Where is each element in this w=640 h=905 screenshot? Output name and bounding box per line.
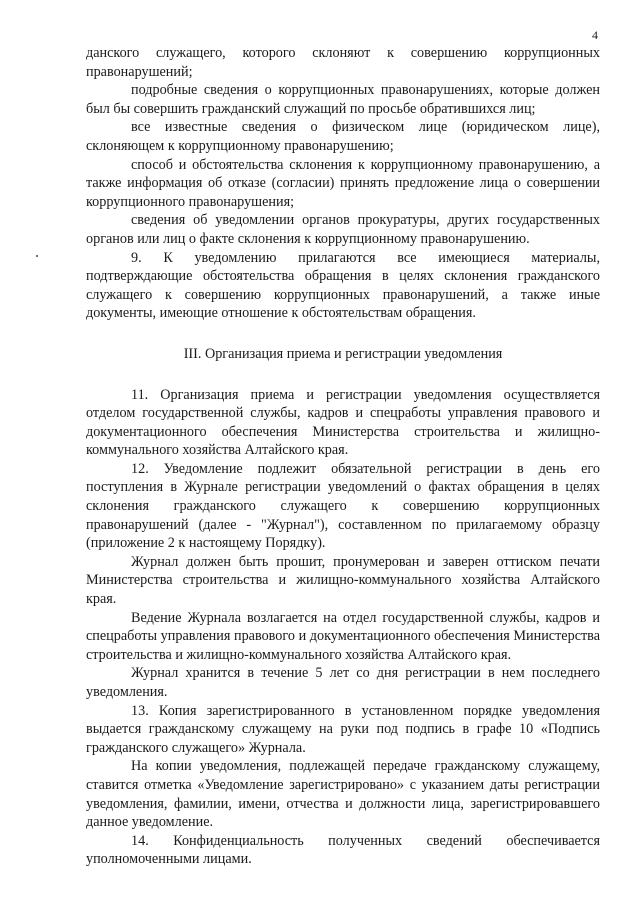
paragraph: подробные сведения о коррупционных правонарушениях, которые должен был бы совершить гражданский служащий по просьбе обратившихся лиц;	[86, 82, 600, 117]
document-body	[86, 44, 600, 869]
paragraph: способ и обстоятельства склонения к коррупционному правонарушению, а также информация об отказе (согласии) принять предложение лица о совершении коррупционного правонарушения;	[86, 156, 600, 210]
paragraph: Журнал должен быть прошит, пронумерован и заверен оттиском печати Министерства строительства и жилищно-коммунального хозяйства Алтайского края.	[86, 553, 600, 608]
paragraph: Журнал хранится в течение 5 лет со дня регистрации в нем последнего уведомления.	[86, 665, 600, 700]
scan-speck	[36, 255, 38, 257]
paragraph: все известные сведения о физическом лице (юридическом лице), склоняющем к коррупционному правонарушению;	[86, 119, 600, 154]
paragraph: 14. Конфиденциальность полученных сведений обеспечивается уполномоченными лицами.	[86, 832, 600, 868]
paragraph: На копии уведомления, подлежащей передаче гражданскому служащему, ставится отметка «Уведомление зарегистрировано» с указанием даты регистрации уведомления, фамилии, имени, отчества и должности лица, зарегистрировавшего данное уведомление.	[86, 758, 600, 831]
paragraph: 9. К уведомлению прилагаются все имеющиеся материалы, подтверждающие обстоятельства обращения в целях склонения гражданского служащего к совершению коррупционных правонарушений, а также иные документы, имеющие отношение к обстоятельствам обращения.	[86, 249, 600, 322]
page-number: 4	[592, 28, 598, 42]
paragraph: сведения об уведомлении органов прокуратуры, других государственных органов или лиц о факте склонения к коррупционному правонарушению.	[86, 212, 600, 247]
paragraph: 12. Уведомление подлежит обязательной регистрации в день его поступления в Журнале регистрации уведомлений о фактах обращения в целях склонения гражданского служащего к совершению коррупционных правонарушений (далее - "Журнал"), составленном по прилагаемому образцу (приложение 2 к настоящему Порядку).	[86, 460, 600, 552]
paragraph: данского служащего, которого склоняют к совершению коррупционных правонарушений;	[86, 45, 600, 80]
paragraph: 13. Копия зарегистрированного в установленном порядке уведомления выдается гражданскому служащему на руки под подпись в графе 10 «Подпись гражданского служащего» Журнала.	[86, 702, 600, 756]
paragraph: Ведение Журнала возлагается на отдел государственной службы, кадров и спецработы управления правового и документационного обеспечения Министерства строительства и жилищно-коммунального хозяйства Алтайского края.	[86, 609, 600, 663]
paragraph: 11. Организация приема и регистрации уведомления осуществляется отделом государственной службы, кадров и спецработы управления правового и документационного обеспечения Министерства строительства и жилищно-коммунального хозяйства Алтайского края.	[86, 386, 600, 459]
section-heading: III. Организация приема и регистрации уведомления	[183, 345, 503, 362]
